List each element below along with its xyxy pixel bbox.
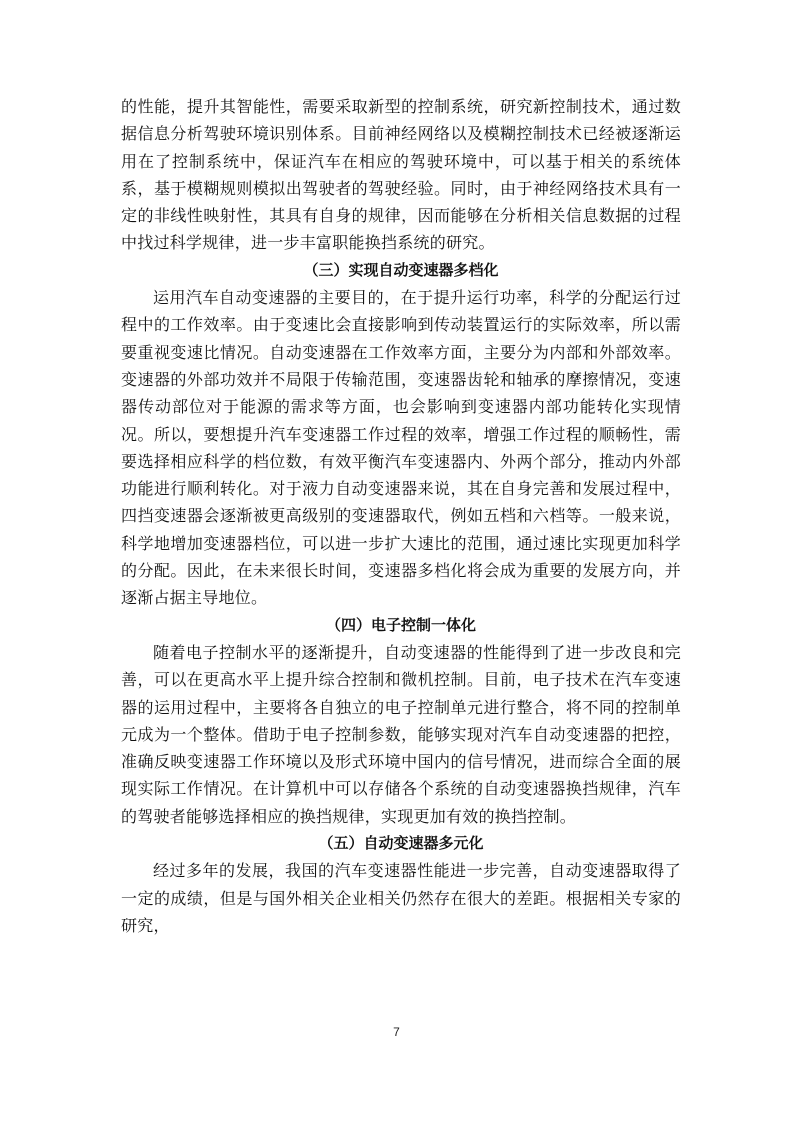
- paragraph: 随着电子控制水平的逐渐提升，自动变速器的性能得到了进一步改良和完善，可以在更高水平上提升综合控制和微机控制。目前，电子技术在汽车变速器的运用过程中，主要将各自独立的电子控制单元进行整合，将不同的控制单元成为一个整体。借助于电子控制参数，能够实现对汽车自动变速器的把控，准确反映变速器工作环境以及形式环境中国内的信号情况，进而综合全面的展现实际工作情况。在计算机中可以存储各个系统的自动变速器换挡规律，汽车的驾驶者能够选择相应的换挡规律，实现更加有效的换挡控制。: [121, 642, 681, 826]
- paragraph: 经过多年的发展，我国的汽车变速器性能进一步完善，自动变速器取得了一定的成绩，但是与国外相关企业相关仍然存在很大的差距。根据相关专家的研究，: [121, 861, 681, 935]
- paragraph: 运用汽车自动变速器的主要目的，在于提升运行功率，科学的分配运行过程中的工作效率。由于变速比会直接影响到传动装置运行的实际效率，所以需要重视变速比情况。自动变速器在工作效率方面，主要分为内部和外部效率。变速器的外部功效并不局限于传输范围，变速器齿轮和轴承的摩擦情况，变速器传动部位对于能源的需求等方面，也会影响到变速器内部功能转化实现情况。所以，要想提升汽车变速器工作过程的效率，增强工作过程的顺畅性，需要选择相应科学的档位数，有效平衡汽车变速器内、外两个部分，推动内外部功能进行顺利转化。对于液力自动变速器来说，其在自身完善和发展过程中，四挡变速器会逐渐被更高级别的变速器取代，例如五档和六档等。一般来说，科学地增加变速器档位，可以进一步扩大速比的范围，通过速比实现更加科学的分配。因此，在未来很长时间，变速器多档化将会成为重要的发展方向，并逐渐占据主导地位。: [121, 288, 681, 608]
- section-heading: （五）自动变速器多元化: [318, 834, 484, 853]
- section-heading: （四）电子控制一体化: [325, 615, 476, 634]
- page-number: 7: [393, 1025, 400, 1039]
- document-body: [121, 93, 681, 939]
- section-heading: （三）实现自动变速器多档化: [303, 260, 499, 279]
- paragraph: 的性能，提升其智能性，需要采取新型的控制系统，研究新控制技术，通过数据信息分析驾驶环境识别体系。目前神经网络以及模糊控制技术已经被逐渐运用在了控制系统中，保证汽车在相应的驾驶环境中，可以基于相关的系统体系，基于模糊规则模拟出驾驶者的驾驶经验。同时，由于神经网络技术具有一定的非线性映射性，其具有自身的规律，因而能够在分析相关信息数据的过程中找过科学规律，进一步丰富职能换挡系统的研究。: [121, 97, 681, 253]
